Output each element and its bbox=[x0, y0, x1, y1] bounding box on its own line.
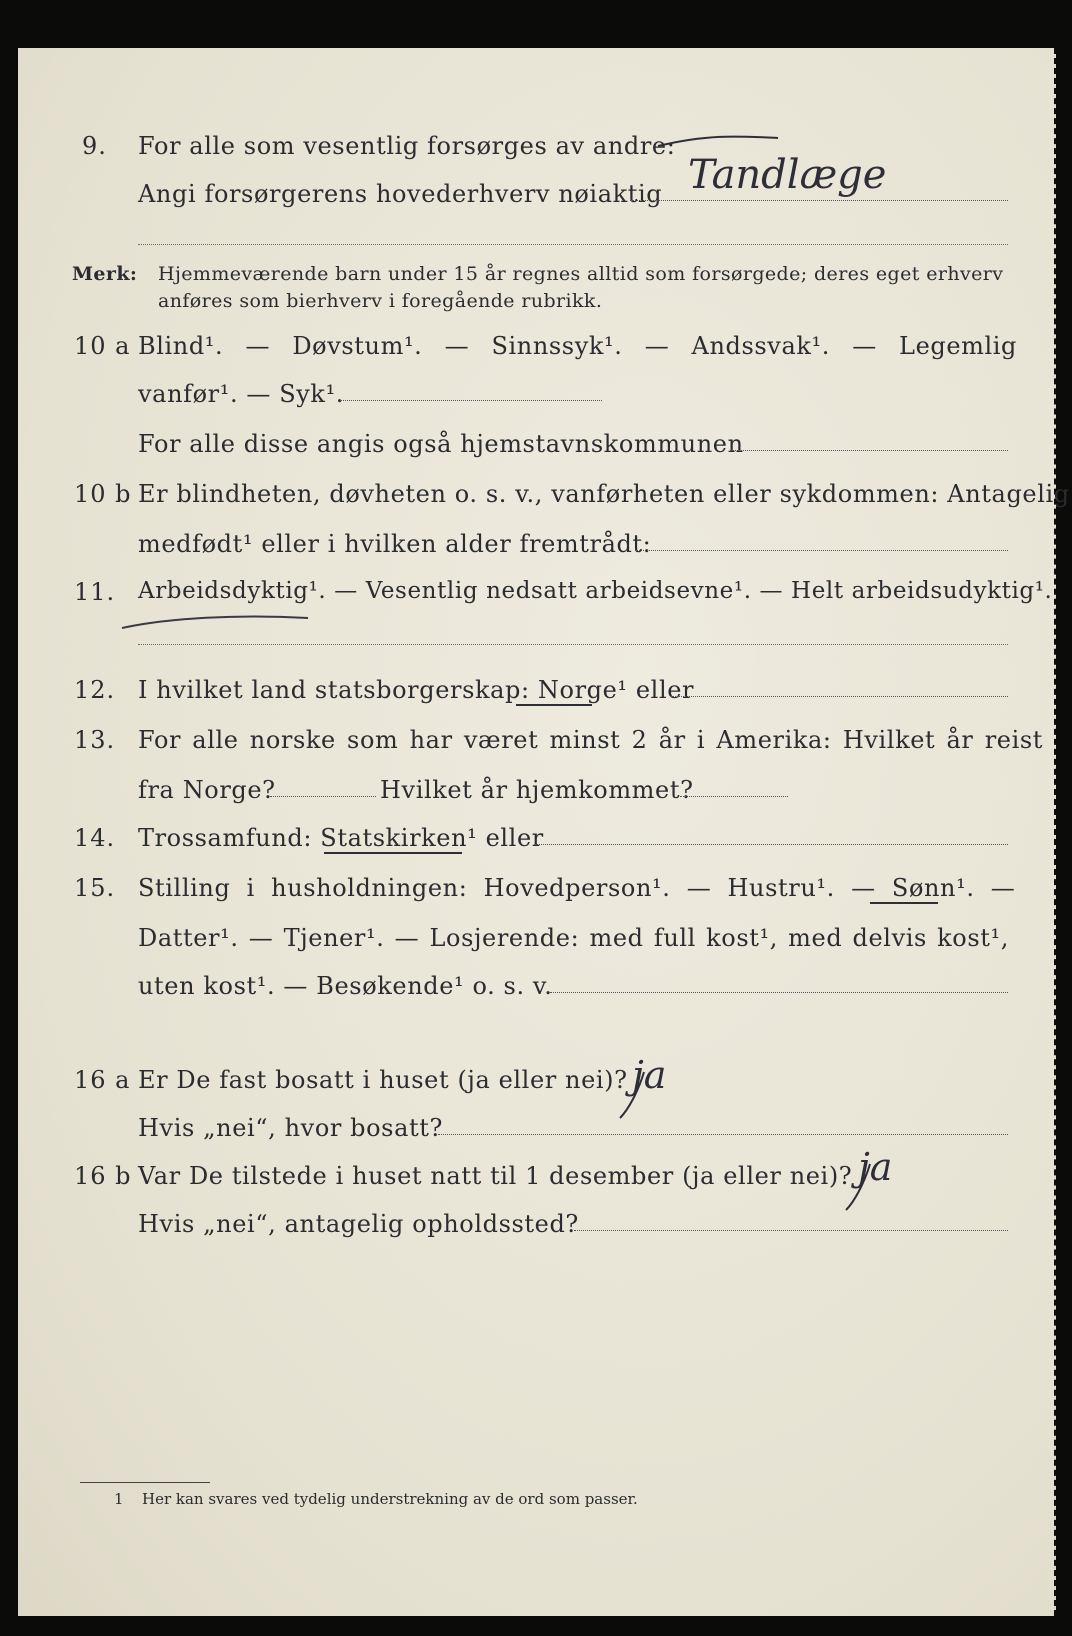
q16a-number: 16 a bbox=[74, 1066, 131, 1094]
svg-text:ja: ja bbox=[632, 1053, 667, 1097]
q10a-answer-dots bbox=[340, 400, 602, 401]
q12-answer-dots bbox=[670, 696, 1008, 697]
q12-number: 12. bbox=[74, 676, 116, 704]
q15-answer-dots bbox=[550, 992, 1008, 993]
q16b-line2: Hvis „nei“, antagelig opholdssted? bbox=[138, 1210, 579, 1238]
census-form-page bbox=[18, 48, 1070, 1616]
q10a-line3: For alle disse angis også hjemstavnskommunen bbox=[138, 430, 744, 458]
q15-number: 15. bbox=[74, 874, 116, 902]
merk-line2: anføres som bierhverv i foregående rubrikk. bbox=[158, 290, 603, 312]
q10b-number: 10 b bbox=[74, 480, 132, 508]
footnote-mark: 1 bbox=[114, 1490, 124, 1508]
q10a-line1: Blind¹. — Døvstum¹. — Sinnssyk¹. — Andssvak¹. — Legemlig bbox=[138, 332, 1018, 360]
q16a-answer-dots bbox=[438, 1134, 1008, 1135]
q9-handwritten-answer bbox=[648, 124, 948, 234]
merk-line1: Hjemmeværende barn under 15 år regnes alltid som forsørgede; deres eget erhverv bbox=[158, 263, 1004, 285]
q13-number: 13. bbox=[74, 726, 116, 754]
margin-mark bbox=[4, 448, 8, 478]
q10a-number: 10 a bbox=[74, 332, 131, 360]
q15-line3: uten kost¹. — Besøkende¹ o. s. v. bbox=[138, 972, 553, 1000]
q14-number: 14. bbox=[74, 824, 116, 852]
q16a-handwritten-answer bbox=[614, 1048, 744, 1128]
q11-underline-mark bbox=[118, 608, 318, 638]
q10a-line2: vanfør¹. — Syk¹. bbox=[138, 380, 345, 408]
q13-reist-dots bbox=[270, 796, 376, 797]
q10b-line1: Er blindheten, døvheten o. s. v., vanførheten eller sykdommen: Antagelig bbox=[138, 480, 1070, 508]
q15-line2: Datter¹. — Tjener¹. — Losjerende: med full kost¹, med delvis kost¹, bbox=[138, 924, 1009, 952]
q10b-line2: medfødt¹ eller i hvilken alder fremtrådt: bbox=[138, 530, 652, 558]
q11-line1: Arbeidsdyktig¹. — Vesentlig nedsatt arbeidsevne¹. — Helt arbeidsudyktig¹. bbox=[138, 578, 1053, 604]
q16a-line1: Er De fast bosatt i huset (ja eller nei)? bbox=[138, 1066, 628, 1094]
q10b-answer-dots bbox=[636, 550, 1008, 551]
q15-line1: Stilling i husholdningen: Hovedperson¹. — Hustru¹. — Sønn¹. — bbox=[138, 874, 1016, 902]
q12-line1: I hvilket land statsborgerskap: Norge¹ eller bbox=[138, 676, 695, 704]
q14-statskirken-underline bbox=[324, 852, 462, 854]
q16b-line1: Var De tilstede i huset natt til 1 desember (ja eller nei)? bbox=[138, 1162, 853, 1190]
q13-line1: For alle norske som har været minst 2 år i Amerika: Hvilket år reist bbox=[138, 726, 1044, 754]
q11-number: 11. bbox=[74, 578, 116, 606]
q10a-home-dots bbox=[730, 450, 1008, 451]
q9-line1: For alle som vesentlig forsørges av andre: bbox=[138, 132, 676, 160]
q13-line2a: fra Norge? bbox=[138, 776, 276, 804]
footnote-rule bbox=[80, 1482, 210, 1483]
q14-line1: Trossamfund: Statskirken¹ eller bbox=[138, 824, 544, 852]
q12-norge-underline bbox=[516, 704, 592, 706]
svg-text:ja: ja bbox=[858, 1145, 893, 1189]
q16b-answer-dots bbox=[574, 1230, 1008, 1231]
q16b-handwritten-answer bbox=[838, 1140, 968, 1220]
q14-answer-dots bbox=[534, 844, 1008, 845]
q9-extra-rule bbox=[138, 244, 1008, 245]
q11-extra-rule bbox=[138, 644, 1008, 645]
q16a-line2: Hvis „nei“, hvor bosatt? bbox=[138, 1114, 443, 1142]
svg-text:Tandlæge: Tandlæge bbox=[688, 152, 887, 198]
footnote-text: Her kan svares ved tydelig understrekning av de ord som passer. bbox=[142, 1490, 638, 1508]
q13-line2b: Hvilket år hjemkommet? bbox=[380, 776, 694, 804]
q13-hjem-dots bbox=[680, 796, 788, 797]
q16b-number: 16 b bbox=[74, 1162, 132, 1190]
merk-label: Merk: bbox=[72, 263, 138, 285]
q9-number: 9. bbox=[82, 132, 107, 160]
q15-sonn-underline bbox=[870, 902, 938, 904]
q9-line2: Angi forsørgerens hovederhverv nøiaktig bbox=[138, 180, 663, 208]
